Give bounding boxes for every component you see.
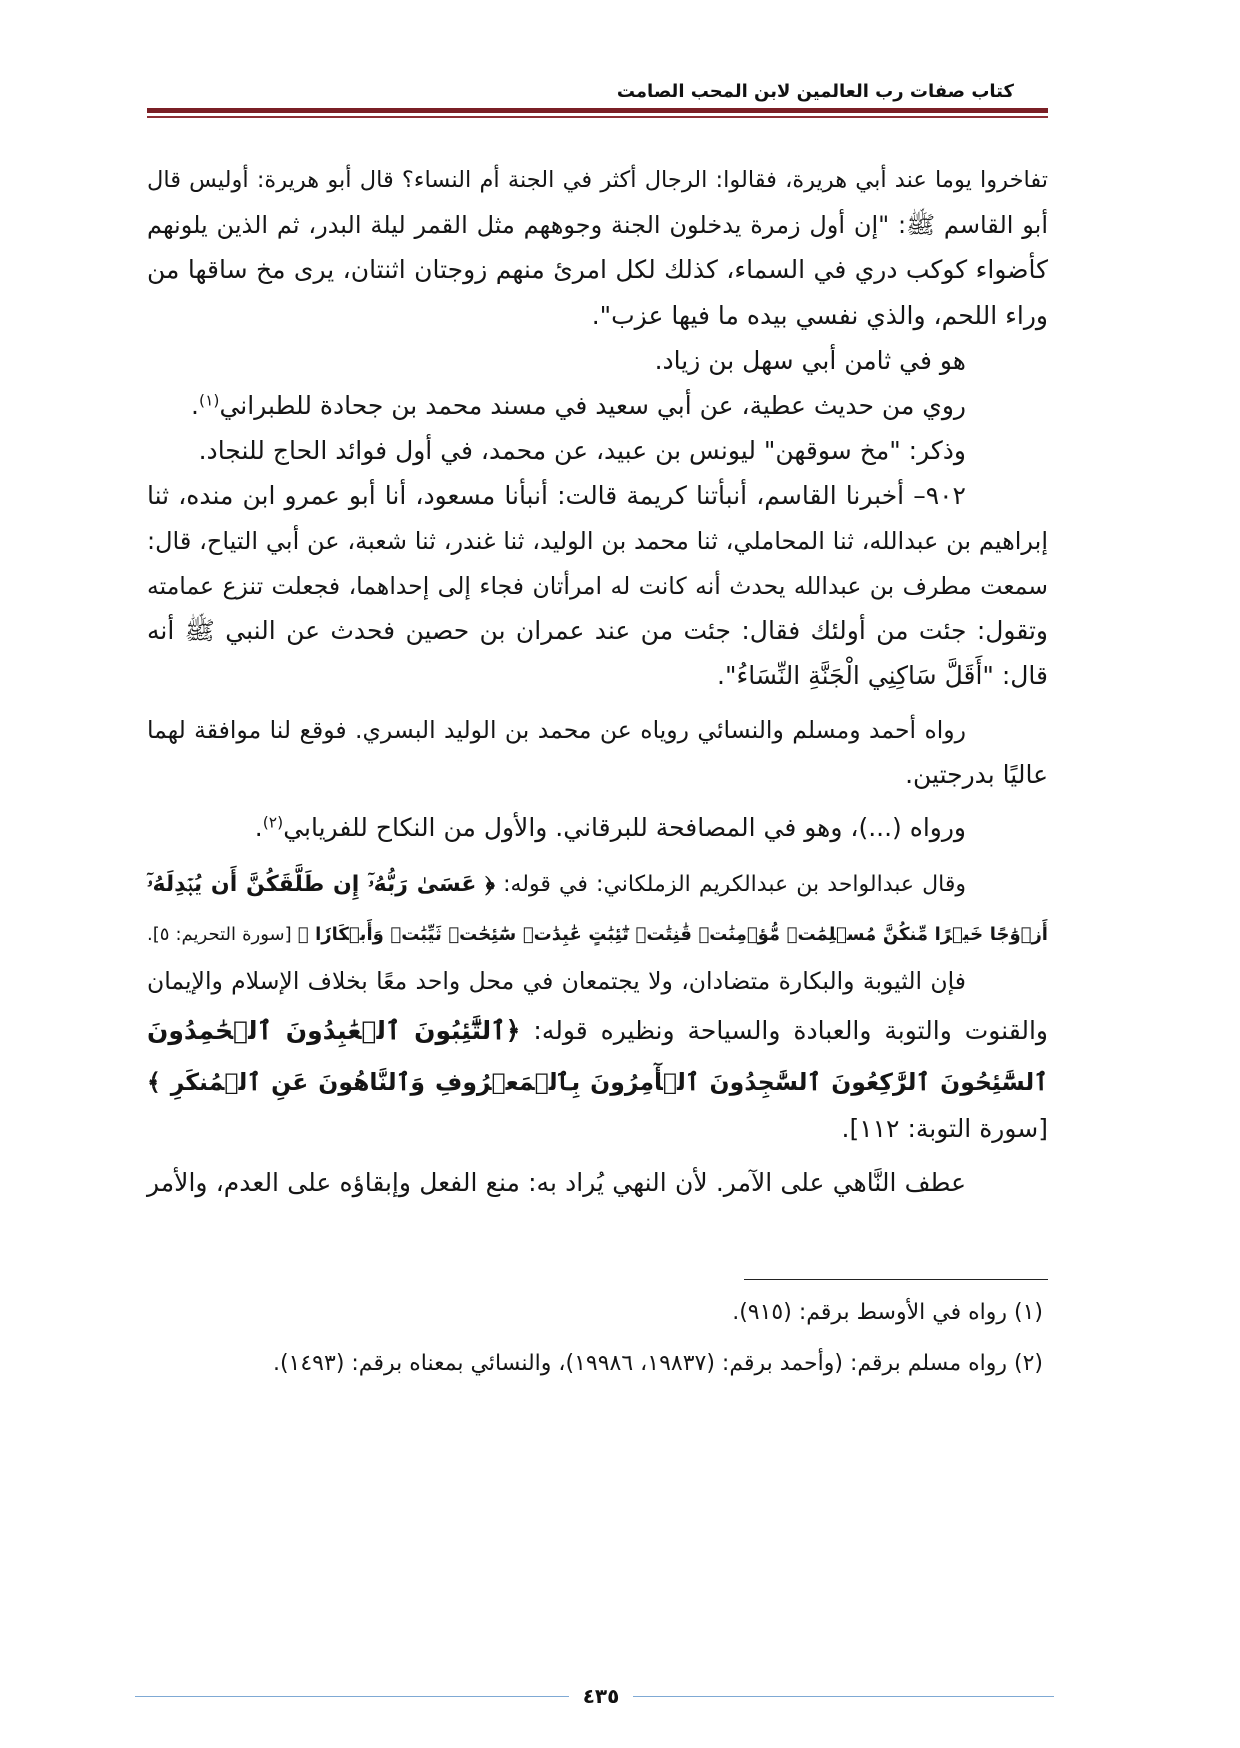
body-line [147, 474, 966, 518]
surah-reference: [سورة التحريم: ٥]. [147, 924, 292, 945]
line-text: ٩٠٢– أخبرنا القاسم، أنبأتنا كريمة قالت: أنبأنا مسعود، أنا أبو عمرو ابن منده، ثنا [147, 481, 966, 510]
quran-verse: ٱلسَّٰٓئِحُونَ ٱلرَّٰكِعُونَ ٱلسَّٰجِدُونَ ٱلۡأٓمِرُونَ بِٱلۡمَعۡرُوفِ وَٱلنَّاهُونَ عَنِ ٱلۡمُنكَرِ ﴾ [147, 1068, 1048, 1096]
line-text: إبراهيم بن عبدالله، ثنا المحاملي، ثنا محمد بن الوليد، ثنا غندر، ثنا شعبة، عن أبي التياح، قال: [147, 527, 1048, 555]
header-rule [147, 108, 1048, 113]
quran-verse: ﴿ٱلتَّٰٓئِبُونَ ٱلۡعَٰبِدُونَ ٱلۡحَٰمِدُونَ [147, 1016, 521, 1045]
line-text: أبو القاسم ﷺ: "إن أول زمرة يدخلون الجنة وجوههم مثل القمر ليلة البدر، ثم الذين يلونهم [147, 211, 1048, 239]
line-text: قال: "أَقَلَّ سَاكِنِي الْجَنَّةِ النِّسَاءُ". [717, 661, 1048, 690]
line-text: سمعت مطرف بن عبدالله يحدث أنه كانت له امرأتان فجاء إلى إحداهما، فجعلت تنزع عمامته [147, 572, 1048, 600]
surah-reference: [سورة التوبة: ١١٢]. [841, 1114, 1048, 1143]
line-text: عطف النَّاهي على الآمر. لأن النهي يُراد به: منع الفعل وإبقاؤه على العدم، والأمر [147, 1168, 966, 1197]
quran-verse: ﴿ عَسَىٰ رَبُّهُۥٓ إِن طَلَّقَكُنَّ أَن يُبۡدِلَهُۥٓ [147, 872, 495, 897]
quran-verse: أَزۡوَٰجًا خَيۡرًا مِّنكُنَّ مُسۡلِمَٰتٖ مُّؤۡمِنَٰتٖ قَٰنِتَٰتٖ تَٰٓئِبَٰتٍ عَٰبِدَٰتٖ سَٰٓئِحَٰتٖ ثَيِّبَٰتٖ وَأَبۡكَارٗا ﴾ [297, 924, 1048, 945]
body-line [147, 959, 966, 1003]
line-text: وراء اللحم، والذي نفسي بيده ما فيها عزب". [591, 301, 1048, 330]
line-end-punctuation: . [191, 391, 199, 420]
footnote-separator [744, 1279, 1048, 1280]
line-text: رواه أحمد ومسلم والنسائي روياه عن محمد بن الوليد البسري. فوقع لنا موافقة لهما [147, 716, 966, 744]
body-line [147, 1009, 1048, 1053]
footnote-marker: (٢) [1013, 1351, 1043, 1376]
body-line [147, 1060, 1048, 1104]
body-line [147, 1107, 1048, 1151]
body-line [147, 806, 966, 850]
line-text: تفاخروا يوما عند أبي هريرة، فقالوا: الرجال أكثر في الجنة أم النساء؟ قال أبو هريرة: أوليس قال [147, 167, 1048, 193]
page-number-rule-right [633, 1696, 1054, 1697]
header-rule-thin [147, 116, 1048, 118]
line-text: هو في ثامن أبي سهل بن زياد. [654, 346, 966, 375]
body-line [147, 339, 966, 383]
body-line [147, 384, 966, 428]
body-line [147, 1161, 966, 1205]
line-text: وقال عبدالواحد بن عبدالكريم الزملكاني: في قوله: [503, 872, 966, 897]
body-line [147, 429, 966, 473]
footnote [163, 1293, 1043, 1333]
footnote-text: رواه في الأوسط برقم: (٩١٥). [732, 1300, 1007, 1325]
body-line [147, 609, 1048, 653]
running-header-title: كتاب صفات رب العالمين لابن المحب الصامت [616, 81, 1014, 102]
body-line [147, 753, 1048, 797]
line-end-punctuation: . [254, 813, 263, 842]
footnote [163, 1344, 1043, 1384]
page-number: ٤٣٥ [582, 1684, 620, 1708]
body-line [147, 708, 966, 752]
line-text: ورواه (...)، وهو في المصافحة للبرقاني. والأول من النكاح للفريابي [283, 813, 966, 842]
line-text: فإن الثيوبة والبكارة متضادان، ولا يجتمعان في محل واحد معًا بخلاف الإسلام والإيمان [147, 967, 966, 995]
line-text: والقنوت والتوبة والعبادة والسياحة ونظيره قوله: [533, 1016, 1049, 1045]
line-text: روي من حديث عطية، عن أبي سعيد في مسند محمد بن جحادة للطبراني [219, 391, 966, 420]
line-text: وتقول: جئت من أولئك فقال: جئت من عند عمران بن حصين فحدث عن النبي ﷺ أنه [147, 616, 1048, 645]
body-line [147, 564, 1048, 608]
body-line [147, 248, 1048, 292]
page-number-rule-left [135, 1696, 569, 1697]
footnote-marker: (١) [1013, 1300, 1043, 1325]
footnote-text: رواه مسلم برقم: (وأحمد برقم: (١٩٨٣٧، ١٩٩٨٦)، والنسائي بمعناه برقم: (١٤٩٣). [272, 1351, 1007, 1376]
line-text: وذكر: "مخ سوقهن" ليونس بن عبيد، عن محمد، في أول فوائد الحاج للنجاد. [198, 436, 966, 465]
line-text: كأضواء كوكب دري في السماء، كذلك لكل امرئ منهم زوجتان اثنتان، يرى مخ ساقها من [147, 255, 1048, 284]
body-line [147, 863, 966, 907]
footnote-reference: (١) [199, 391, 220, 410]
line-text: عاليًا بدرجتين. [905, 760, 1048, 789]
body-line [147, 294, 1048, 338]
body-line [147, 519, 1048, 563]
footnote-reference: (٢) [262, 813, 284, 832]
body-line [147, 913, 1048, 957]
body-line [147, 158, 1048, 202]
body-line [147, 203, 1048, 247]
body-line [147, 654, 1048, 698]
